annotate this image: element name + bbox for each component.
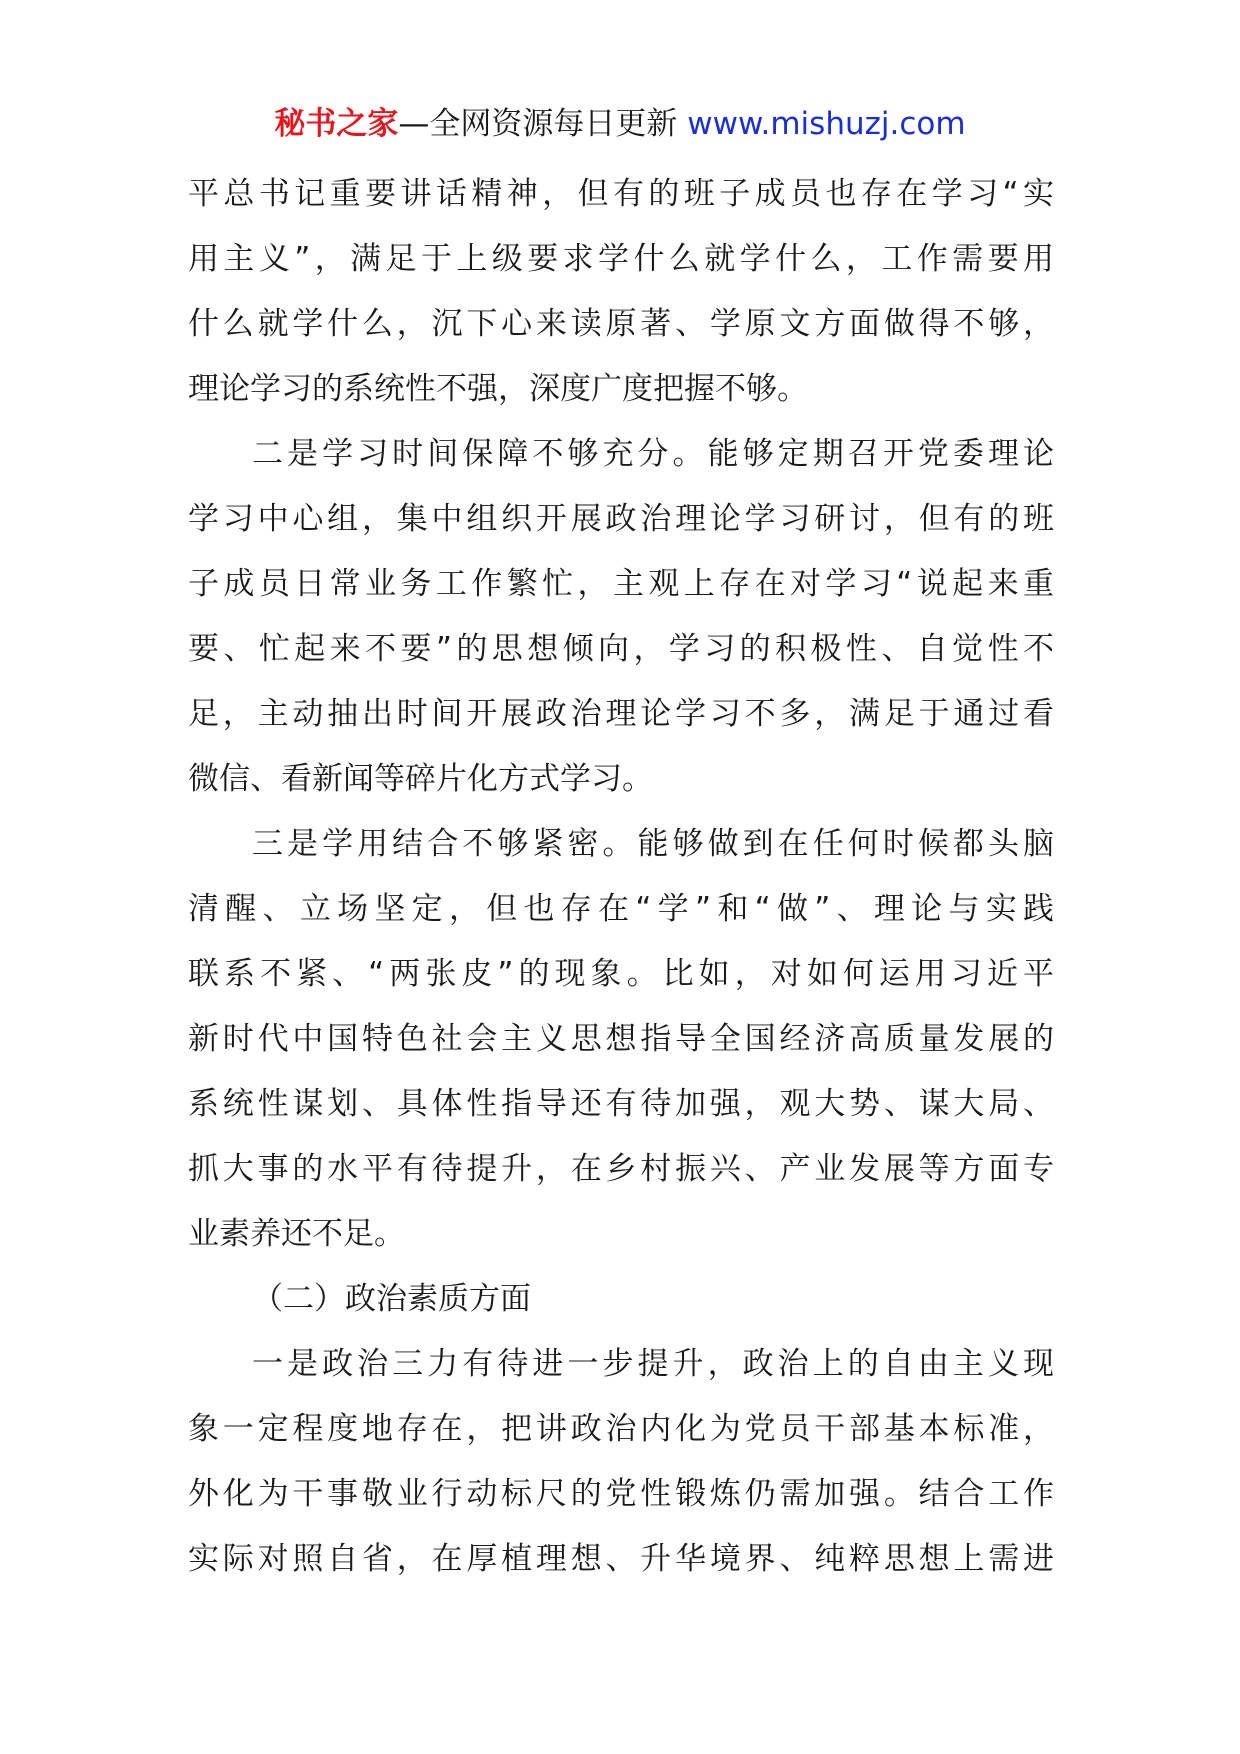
text-line: 实际对照自省，在厚植理想、升华境界、纯粹思想上需进 [188,1541,1054,1577]
section-heading: （二）政治素质方面 [252,1281,531,1317]
paragraph-start-line: 二是学习时间保障不够充分。能够定期召开党委理论 [252,436,1054,472]
text-line: 抓大事的水平有待提升，在乡村振兴、产业发展等方面专 [188,1151,1054,1187]
text-line: 什么就学什么，沉下心来读原著、学原文方面做得不够， [188,306,1054,342]
text-line: 象一定程度地存在，把讲政治内化为党员干部基本标准， [188,1411,1054,1447]
text-line: 系统性谋划、具体性指导还有待加强，观大势、谋大局、 [188,1086,1054,1122]
paragraph-start-line: 三是学用结合不够紧密。能够做到在任何时候都头脑 [252,826,1054,862]
text-line: 足，主动抽出时间开展政治理论学习不多，满足于通过看 [188,696,1054,732]
text-line: 联系不紧、“两张皮”的现象。比如，对如何运用习近平 [188,956,1054,992]
brand-name: 秘书之家 [274,106,399,142]
text-line: 业素养还不足。 [188,1216,405,1252]
text-line: 外化为干事敬业行动标尺的党性锻炼仍需加强。结合工作 [188,1476,1054,1512]
text-line: 平总书记重要讲话精神，但有的班子成员也存在学习“实 [188,176,1054,212]
text-line: 微信、看新闻等碎片化方式学习。 [188,761,653,797]
text-line: 学习中心组，集中组织开展政治理论学习研讨，但有的班 [188,501,1054,537]
text-line: 清醒、立场坚定，但也存在“学”和“做”、理论与实践 [188,891,1054,927]
text-line: 要、忙起来不要”的思想倾向，学习的积极性、自觉性不 [188,631,1054,667]
text-line: 理论学习的系统性不强，深度广度把握不够。 [188,371,808,407]
text-line: 子成员日常业务工作繁忙，主观上存在对学习“说起来重 [188,566,1054,602]
site-url[interactable]: www.mishuzj.com [687,106,966,142]
text-line: 用主义”，满足于上级要求学什么就学什么，工作需要用 [188,241,1054,277]
document-body [188,162,1054,1592]
text-line: 新时代中国特色社会主义思想指导全国经济高质量发展的 [188,1021,1054,1057]
paragraph-start-line: 一是政治三力有待进一步提升，政治上的自由主义现 [252,1346,1054,1382]
page-header [0,100,1240,148]
header-tagline: —全网资源每日更新 [398,106,678,142]
